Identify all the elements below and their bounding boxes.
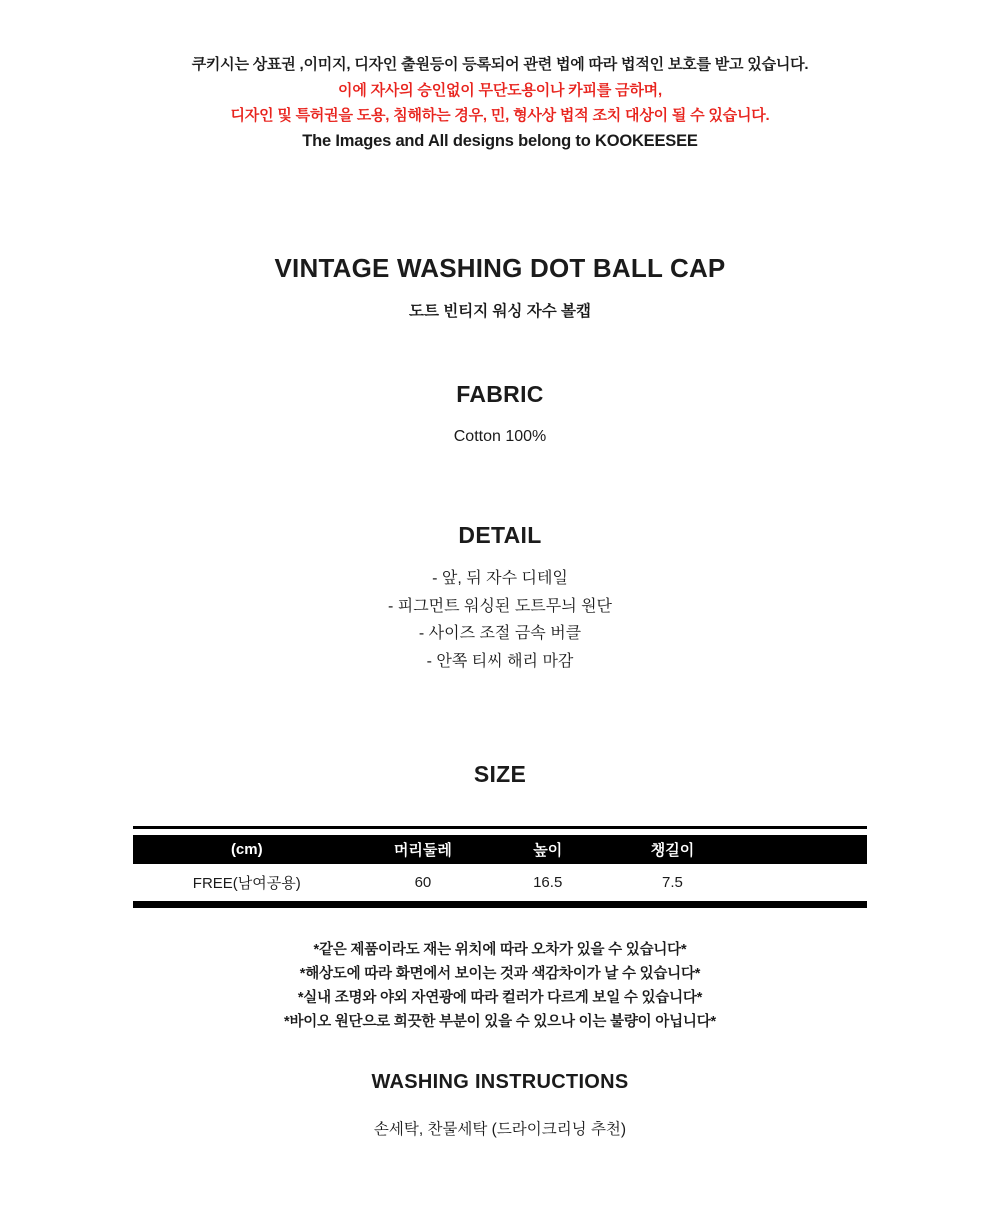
washing-value: 손세탁, 찬물세탁 (드라이크리닝 추천) <box>373 1121 627 1138</box>
fabric-heading: FABRIC <box>456 381 544 407</box>
copyright-line-3: 디자인 및 특허권을 도용, 침해하는 경우, 민, 형사상 법적 조치 대상이 될 수 있습니다. <box>230 107 770 124</box>
size-heading: SIZE <box>473 761 527 787</box>
detail-list <box>0 565 1000 675</box>
table-top-rule <box>133 826 867 829</box>
size-cell-head-circumference: 60 <box>414 874 432 891</box>
size-table-row <box>133 864 867 901</box>
size-table-header-height: 높이 <box>485 835 610 864</box>
size-spec-table <box>133 835 867 901</box>
table-bottom-rule <box>133 901 867 908</box>
size-table-header-empty <box>735 835 867 864</box>
size-note: *실내 조명와 야외 자연광에 따라 컬러가 다르게 보일 수 있습니다* <box>297 990 703 1006</box>
size-note: *해상도에 따라 화면에서 보이는 것과 색감차이가 날 수 있습니다* <box>299 966 701 982</box>
size-table-header-row <box>133 835 867 864</box>
detail-item: - 사이즈 조절 금속 버클 <box>418 625 582 642</box>
copyright-line-2: 이에 자사의 승인없이 무단도용이나 카피를 금하며, <box>338 81 662 99</box>
size-cell-label: FREE(남여공용) <box>192 875 301 892</box>
size-cell-empty <box>735 864 867 901</box>
size-table-header-unit: (cm) <box>133 835 361 864</box>
product-title: VINTAGE WASHING DOT BALL CAP <box>274 253 726 283</box>
washing-heading: WASHING INSTRUCTIONS <box>371 1071 629 1093</box>
product-subtitle: 도트 빈티지 워싱 자수 볼캡 <box>409 303 591 320</box>
copyright-line-1: 쿠키시는 상표권 ,이미지, 디자인 출원등이 등록되어 관련 법에 따라 법적인 보호를 받고 있습니다. <box>191 56 809 73</box>
size-notes <box>0 938 1000 1034</box>
detail-item: - 피그먼트 워싱된 도트무늬 원단 <box>387 597 613 615</box>
size-note: *바이오 원단으로 희끗한 부분이 있을 수 있으나 이는 불량이 아닙니다* <box>284 1014 716 1030</box>
size-table <box>133 826 867 908</box>
fabric-value: Cotton 100% <box>453 428 547 445</box>
detail-item: - 앞, 뒤 자수 디테일 <box>432 570 568 587</box>
detail-item: - 안쪽 티씨 해리 마감 <box>426 652 574 670</box>
size-table-header-brim-length: 챙길이 <box>610 835 735 864</box>
copyright-notice <box>0 0 1000 154</box>
size-cell-height: 16.5 <box>533 874 563 891</box>
copyright-line-4: The Images and All designs belong to KOOKEESEE <box>302 131 698 150</box>
size-table-header-head-circumference: 머리둘레 <box>361 835 486 864</box>
detail-heading: DETAIL <box>458 522 542 548</box>
size-note: *같은 제품이라도 재는 위치에 따라 오차가 있을 수 있습니다* <box>313 942 687 958</box>
size-cell-brim-length: 7.5 <box>662 874 683 891</box>
